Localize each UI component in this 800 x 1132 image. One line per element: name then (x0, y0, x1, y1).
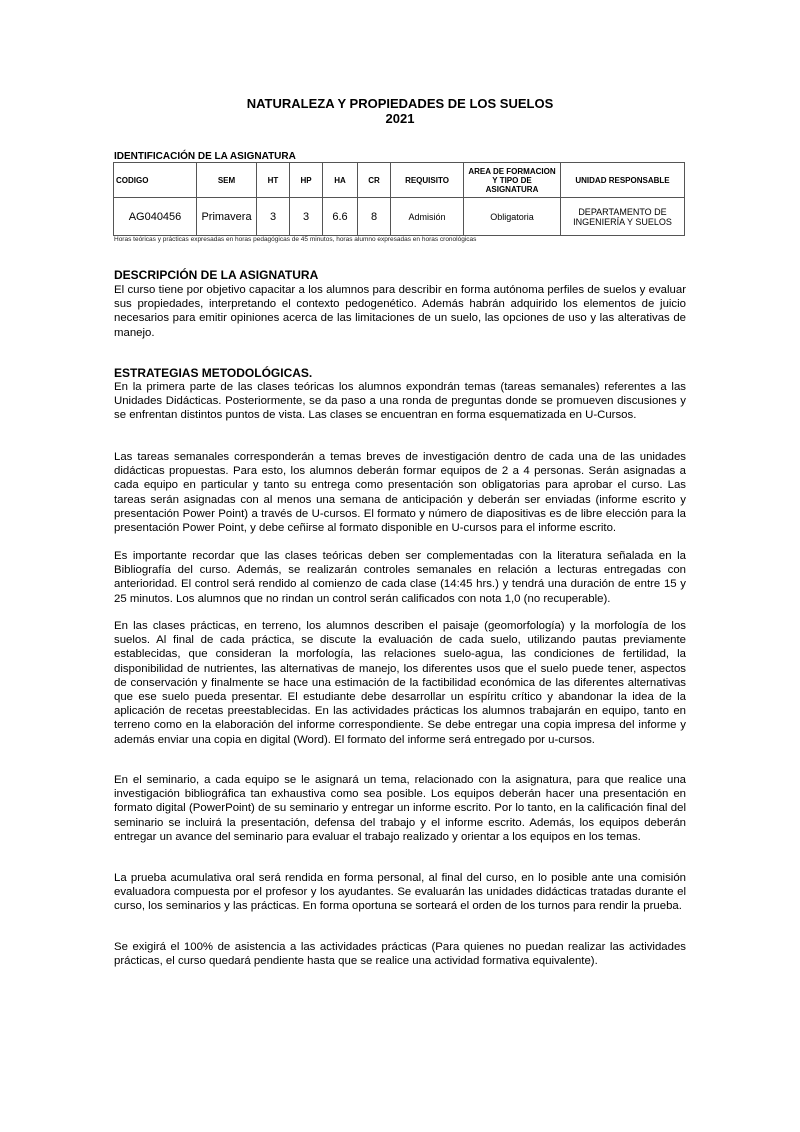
table-header-row (114, 163, 685, 198)
cell-area: Obligatoria (464, 198, 561, 236)
strategies-paragraph-6: La prueba acumulativa oral será rendida en forma personal, al final del curso, en lo posible ante una comisión evaluadora compuesta por el profesor y los ayudantes. Se evaluarán las unidades didácticas tratadas durante el curso, los seminarios y las prácticas. En forma oportuna se sorteará el orden de los turnos para rendir la prueba. (114, 872, 686, 913)
strategies-paragraph-4: En las clases prácticas, en terreno, los alumnos describen el paisaje (geomorfología) y la morfología de los suelos. Al final de cada práctica, se discute la evaluación de cada suelo, utilizando pautas previamente establecidas, que consideran la morfología, las relaciones suelo-agua, las condiciones de fertilidad, la disponibilidad de nutrientes, las alternativas de manejo, los diferentes usos que el suelo puede tener, aspectos de conservación y finalmente se hace una estimación de la factibilidad económica de las diferentes alternativas que ese suelo pueda presentar. El estudiante debe desarrollar un espíritu crítico y abandonar la idea de la aplicación de recetas preestablecidas. En las actividades prácticas los alumnos trabajarán en equipo, tanto en terreno como en la elaboración del informe correspondiente. Se debe entregar una copia impresa del informe y además enviar una copia en digital (Word). El formato del informe será entregado por u-cursos. (114, 620, 686, 746)
cell-ha: 6.6 (323, 198, 358, 236)
document-title: NATURALEZA Y PROPIEDADES DE LOS SUELOS (246, 96, 554, 111)
description-text: El curso tiene por objetivo capacitar a los alumnos para describir en forma autónoma perfiles de suelos y evaluar sus propiedades, interpretando el contexto pedogenético. Además habrán adquirido los elementos de juicio necesarios para emitir opiniones acerca de las limitaciones de un suelo, las opciones de uso y las alterativas de manejo. (114, 284, 686, 339)
header-codigo: CODIGO (114, 163, 197, 198)
cell-ht: 3 (257, 198, 290, 236)
document-year: 2021 (385, 111, 415, 126)
header-ha: HA (323, 163, 358, 198)
strategies-paragraph-5: En el seminario, a cada equipo se le asignará un tema, relacionado con la asignatura, para que realice una investigación bibliográfica tan exhaustiva como sea posible. Los equipos deberán hacer una presentación en formato digital (PowerPoint) de su seminario y entregar un informe escrito. Por lo tanto, en la calificación final del seminario se incluirá la presentación, defensa del trabajo y el informe escrito. Además, los equipos deberán entregar un avance del seminario para evaluar el trabajo realizado y orientar a los equipos en los temas. (114, 774, 686, 843)
cell-hp: 3 (290, 198, 323, 236)
header-sem: SEM (197, 163, 257, 198)
strategies-heading: ESTRATEGIAS METODOLÓGICAS. (114, 366, 313, 380)
strategies-paragraph-1: En la primera parte de las clases teóricas los alumnos expondrán temas (tareas semanales) referentes a las Unidades Didácticas. Posteriormente, se da paso a una ronda de preguntas donde se promueven discusiones y se enfrentan distintos puntos de vista. Las clases se encuentran en forma esquematizada en U-Cursos. (114, 381, 686, 422)
header-area: AREA DE FORMACION Y TIPO DE ASIGNATURA (464, 163, 561, 198)
identification-table (113, 162, 685, 236)
description-heading: DESCRIPCIÓN DE LA ASIGNATURA (114, 268, 319, 282)
cell-sem: Primavera (197, 198, 257, 236)
table-footnote: Horas teóricas y prácticas expresadas en horas pedagógicas de 45 minutos, horas alumno expresadas en horas cronológicas (114, 236, 477, 243)
cell-codigo: AG040456 (114, 198, 197, 236)
identification-label: IDENTIFICACIÓN DE LA ASIGNATURA (114, 151, 296, 162)
header-ht: HT (257, 163, 290, 198)
strategies-paragraph-2: Las tareas semanales corresponderán a temas breves de investigación dentro de cada una de las unidades didácticas propuestas. Para esto, los alumnos deberán formar equipos de 2 a 4 personas. Serán asignadas a cada equipo en particular y tanto su entrega como presentación son obligatorias para aprobar el curso. Las tareas serán asignadas con al menos una semana de anticipación y deberán ser enviadas (informe escrito y presentación Power Point) a través de U-cursos. El formato y número de diapositivas es de libre elección para la presentación Power Point, y debe ceñirse al formato disponible en U-cursos para el informe escrito. (114, 451, 686, 535)
header-cr: CR (358, 163, 391, 198)
cell-unidad: DEPARTAMENTO DE INGENIERÍA Y SUELOS (561, 198, 685, 236)
cell-cr: 8 (358, 198, 391, 236)
strategies-paragraph-3: Es importante recordar que las clases teóricas deben ser complementadas con la literatura señalada en la Bibliografía del curso. Además, se realizarán controles semanales en relación a lecturas entregadas con anterioridad. El control será rendido al comienzo de cada clase (14:45 hrs.) y tendrá una duración de entre 15 y 25 minutos. Los alumnos que no rindan un control serán calificados con nota 1,0 (no recuperable). (114, 550, 686, 605)
header-hp: HP (290, 163, 323, 198)
header-requisito: REQUISITO (391, 163, 464, 198)
header-unidad: UNIDAD RESPONSABLE (561, 163, 685, 198)
table-row (114, 198, 685, 236)
strategies-paragraph-7: Se exigirá el 100% de asistencia a las actividades prácticas (Para quienes no puedan realizar las actividades prácticas, el curso quedará pendiente hasta que se realice una actividad formativa equivalente). (114, 941, 686, 968)
cell-requisito: Admisión (391, 198, 464, 236)
